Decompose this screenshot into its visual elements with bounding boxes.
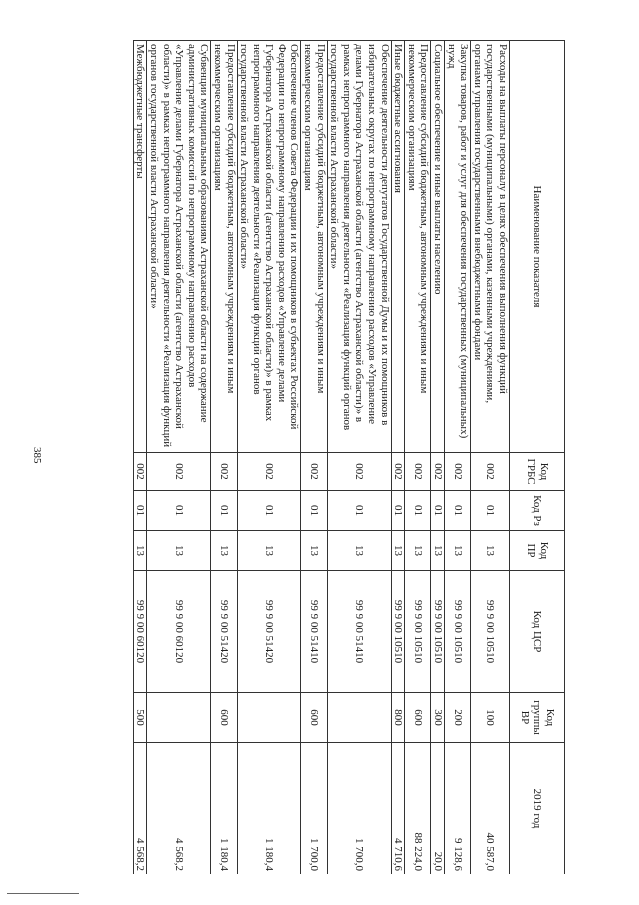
grbs-code-cell: 002 [133, 453, 147, 491]
vr-code-cell: 500 [133, 693, 147, 743]
grbs-code-cell: 002 [405, 453, 431, 491]
amount-cell: 88 224,0 [405, 743, 431, 875]
amount-cell: 4 568,2 [133, 743, 147, 875]
csr-code-cell: 99 9 00 10510 [431, 571, 445, 693]
pr-code-cell: 13 [327, 531, 391, 571]
pr-code-cell: 13 [301, 531, 327, 571]
table-row [211, 41, 237, 875]
rz-code-cell: 01 [471, 491, 510, 531]
vr-code-cell [327, 693, 391, 743]
csr-code-cell: 99 9 00 60120 [147, 571, 211, 693]
grbs-code-cell: 002 [445, 453, 471, 491]
table-row [405, 41, 431, 875]
table-row [301, 41, 327, 875]
column-header: Код ГРБС [510, 453, 565, 491]
vr-code-cell: 200 [445, 693, 471, 743]
column-header: Код группы ВР [510, 693, 565, 743]
amount-cell: 1 700,0 [327, 743, 391, 875]
amount-cell: 1 700,0 [301, 743, 327, 875]
pr-code-cell: 13 [431, 531, 445, 571]
vr-code-cell: 600 [211, 693, 237, 743]
rz-code-cell: 01 [301, 491, 327, 531]
table-row [133, 41, 147, 875]
indicator-name-cell: Субвенции муниципальным образованиям Астраханской области на содержание административных комиссий по непрограммному направлению расходов «Управление делами Губернатора Астраханской области (агентство Астраханской области)» в рамках непрограммного направления деятельности «Реализация функций органов государственной власти Астраханской области» [147, 41, 211, 453]
indicator-name-cell: Обеспечение деятельности депутатов Государственной Думы и их помощников в избирательных округах по непрограммному направлению расходов «Управление делами Губернатора Астраханской области (агентство Астраханской области)» в рамках непрограммного направления деятельности «Реализация функций органов государственной власти Астраханской области» [327, 41, 391, 453]
indicator-name-cell: Предоставление субсидий бюджетным, автономным учреждениям и иным некоммерческим организациям [405, 41, 431, 453]
column-header: Код ПР [510, 531, 565, 571]
amount-cell: 1 180,4 [211, 743, 237, 875]
table-row [147, 41, 211, 875]
grbs-code-cell: 002 [391, 453, 405, 491]
rz-code-cell: 01 [327, 491, 391, 531]
pr-code-cell: 13 [471, 531, 510, 571]
vr-code-cell: 600 [405, 693, 431, 743]
vr-code-cell: 600 [301, 693, 327, 743]
pr-code-cell: 13 [147, 531, 211, 571]
indicator-name-cell: Иные бюджетные ассигнования [391, 41, 405, 453]
table-row [445, 41, 471, 875]
pr-code-cell: 13 [405, 531, 431, 571]
amount-cell: 1 180,4 [237, 743, 301, 875]
vr-code-cell [237, 693, 301, 743]
rz-code-cell: 01 [237, 491, 301, 531]
table-row [237, 41, 301, 875]
csr-code-cell: 99 9 00 10510 [391, 571, 405, 693]
amount-cell: 4 710,6 [391, 743, 405, 875]
indicator-name-cell: Социальное обеспечение и иные выплаты населению [431, 41, 445, 453]
grbs-code-cell: 002 [431, 453, 445, 491]
csr-code-cell: 99 9 00 10510 [471, 571, 510, 693]
rz-code-cell: 01 [391, 491, 405, 531]
document-page [63, 40, 565, 874]
csr-code-cell: 99 9 00 60120 [133, 571, 147, 693]
table-body [133, 41, 509, 875]
csr-code-cell: 99 9 00 51420 [237, 571, 301, 693]
indicator-name-cell: Предоставление субсидий бюджетным, автономным учреждениям и иным некоммерческим организациям [211, 41, 237, 453]
grbs-code-cell: 002 [327, 453, 391, 491]
indicator-name-cell: Закупка товаров, работ и услуг для обеспечения государственных (муниципальных) нужд [445, 41, 471, 453]
grbs-code-cell: 002 [147, 453, 211, 491]
rz-code-cell: 01 [445, 491, 471, 531]
column-header: 2019 год [510, 743, 565, 875]
indicator-name-cell: Обеспечение членов Совета Федерации и их помощников в субъектах Российской Федерации по непрограммному направлению расходов «Управление делами Губернатора Астраханской области (агентство Астраханской области)» в рамках непрограммного направления деятельности «Реализация функций органов государственной власти Астраханской области» [237, 41, 301, 453]
table-row [471, 41, 510, 875]
amount-cell: 9 128,6 [445, 743, 471, 875]
column-header: Код ЦСР [510, 571, 565, 693]
rotated-table-container [63, 40, 565, 874]
budget-table [133, 40, 565, 874]
page-number: 385 [31, 447, 43, 464]
rz-code-cell: 01 [147, 491, 211, 531]
indicator-name-cell: Предоставление субсидий бюджетным, автономным учреждениям и иным некоммерческим организациям [301, 41, 327, 453]
column-header: Код Рз [510, 491, 565, 531]
pr-code-cell: 13 [445, 531, 471, 571]
vr-code-cell [147, 693, 211, 743]
table-header-row [510, 41, 565, 875]
indicator-name-cell: Расходы на выплаты персоналу в целях обеспечения выполнения функций государственными (муниципальными) органами, казенными учреждениями, органами управления государственными внебюджетными фондами [471, 41, 510, 453]
amount-cell: 4 568,2 [147, 743, 211, 875]
grbs-code-cell: 002 [211, 453, 237, 491]
vr-code-cell: 300 [431, 693, 445, 743]
pr-code-cell: 13 [133, 531, 147, 571]
rz-code-cell: 01 [405, 491, 431, 531]
column-header: Наименование показателя [510, 41, 565, 453]
grbs-code-cell: 002 [301, 453, 327, 491]
grbs-code-cell: 002 [471, 453, 510, 491]
rz-code-cell: 01 [211, 491, 237, 531]
grbs-code-cell: 002 [237, 453, 301, 491]
indicator-name-cell: Межбюджетные трансферты [133, 41, 147, 453]
pr-code-cell: 13 [391, 531, 405, 571]
rz-code-cell: 01 [133, 491, 147, 531]
table-row [327, 41, 391, 875]
csr-code-cell: 99 9 00 51410 [301, 571, 327, 693]
vr-code-cell: 800 [391, 693, 405, 743]
table-row [431, 41, 445, 875]
amount-cell: 20,0 [431, 743, 445, 875]
csr-code-cell: 99 9 00 51410 [327, 571, 391, 693]
pr-code-cell: 13 [211, 531, 237, 571]
csr-code-cell: 99 9 00 51420 [211, 571, 237, 693]
csr-code-cell: 99 9 00 10510 [405, 571, 431, 693]
table-row [391, 41, 405, 875]
csr-code-cell: 99 9 00 10510 [445, 571, 471, 693]
rz-code-cell: 01 [431, 491, 445, 531]
vr-code-cell: 100 [471, 693, 510, 743]
pr-code-cell: 13 [237, 531, 301, 571]
footer-rule [7, 893, 79, 894]
amount-cell: 40 587,0 [471, 743, 510, 875]
